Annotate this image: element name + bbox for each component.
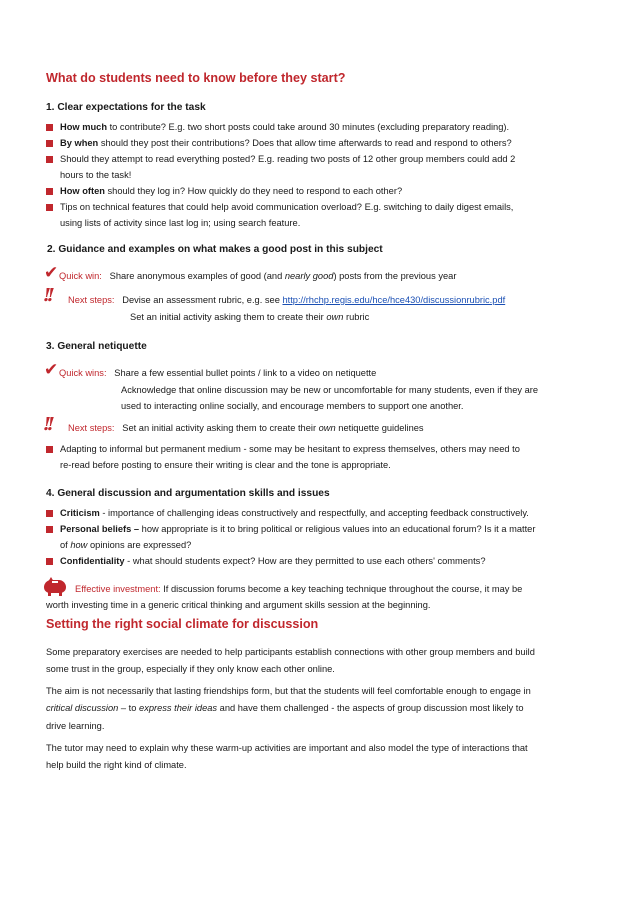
subsection-title: 3. General netiquette: [46, 341, 147, 352]
double-exclamation-icon: !!: [43, 285, 51, 306]
square-bullet-icon: [46, 204, 53, 211]
paragraph-line: critical discussion – to express their ideas and have them challenged - the aspects of group discussion most likely to: [46, 703, 524, 713]
double-exclamation-icon: !!: [43, 414, 51, 435]
paragraph-line: The aim is not necessarily that lasting friendships form, but that the students will feel comfortable enough to engage in: [46, 686, 531, 696]
bullet-item: How often should they log in? How quickly do they need to respond to each other?: [60, 186, 403, 196]
paragraph-line: drive learning.: [46, 721, 105, 731]
quick-wins-line-3: used to interacting online socially, and encourage members to support one another.: [121, 401, 464, 411]
square-bullet-icon: [46, 558, 53, 565]
paragraph-line: help build the right kind of climate.: [46, 760, 187, 770]
square-bullet-icon: [46, 526, 53, 533]
next-steps-line: Next steps: Devise an assessment rubric, e.g. see http://rhchp.regis.edu/hce/hce430/discussionrubric.pdf: [68, 295, 506, 305]
square-bullet-icon: [46, 140, 53, 147]
square-bullet-icon: [46, 156, 53, 163]
bullet-item: Criticism - importance of challenging ideas constructively and respectfully, and accepting feedback constructively.: [60, 508, 529, 518]
bullet-item: By when should they post their contributions? Does that allow time afterwards to read and respond to others?: [60, 138, 512, 148]
paragraph-line: The tutor may need to explain why these warm-up activities are important and also model the type of interactions that: [46, 743, 528, 753]
quick-wins-line: Quick wins: Share a few essential bullet points / link to a video on netiquette: [59, 368, 377, 378]
section-heading: Setting the right social climate for discussion: [46, 617, 319, 631]
quick-wins-line-2: Acknowledge that online discussion may be new or uncomfortable for many students, even if they are: [121, 385, 539, 395]
bullet-item: Adapting to informal but permanent medium - some may be hesitant to express themselves, others may need to: [60, 444, 520, 454]
square-bullet-icon: [46, 188, 53, 195]
paragraph-line: some trust in the group, especially if they only know each other online.: [46, 664, 335, 674]
bullet-item: Personal beliefs – how appropriate is it to bring political or religious values into an educational forum? Is it a matter: [60, 524, 536, 534]
bullet-item-continued: hours to the task!: [60, 170, 132, 180]
subsection-title: 2. Guidance and examples on what makes a good post in this subject: [47, 244, 383, 255]
bullet-item-continued: using lists of activity since last log in; using search feature.: [60, 218, 301, 228]
effective-investment-line: Effective investment: If discussion forums become a key teaching technique throughout the course, it may be: [75, 584, 523, 594]
checkmark-icon: ✔: [44, 360, 59, 380]
square-bullet-icon: [46, 510, 53, 517]
bullet-item: Should they attempt to read everything posted? E.g. reading two posts of 12 other group members could add 2: [60, 154, 516, 164]
rubric-link[interactable]: http://rhchp.regis.edu/hce/hce430/discussionrubric.pdf: [282, 295, 506, 305]
next-steps-line: Next steps: Set an initial activity asking them to create their own netiquette guidelines: [68, 423, 424, 433]
subsection-title: 1. Clear expectations for the task: [46, 102, 206, 113]
square-bullet-icon: [46, 446, 53, 453]
bullet-item: Tips on technical features that could help avoid communication overload? E.g. switching to daily digest emails,: [60, 202, 514, 212]
effective-investment-line-2: worth investing time in a generic critical thinking and argument skills session at the beginning.: [46, 600, 431, 610]
quick-win-line: Quick win: Share anonymous examples of good (and nearly good) posts from the previous year: [59, 271, 457, 281]
subsection-title: 4. General discussion and argumentation skills and issues: [46, 488, 330, 499]
section-heading: What do students need to know before they start?: [46, 71, 346, 85]
next-steps-line-2: Set an initial activity asking them to create their own rubric: [130, 312, 370, 322]
bullet-item: How much to contribute? E.g. two short posts could take around 30 minutes (excluding preparatory reading).: [60, 122, 510, 132]
bullet-item-continued: re-read before posting to ensure their writing is clear and the tone is appropriate.: [60, 460, 391, 470]
bullet-item: Confidentiality - what should students expect? How are they permitted to use each others' comments?: [60, 556, 486, 566]
square-bullet-icon: [46, 124, 53, 131]
paragraph-line: Some preparatory exercises are needed to help participants establish connections with other group members and build: [46, 647, 535, 657]
checkmark-icon: ✔: [44, 263, 59, 283]
bullet-item-continued: of how opinions are expressed?: [60, 540, 192, 550]
